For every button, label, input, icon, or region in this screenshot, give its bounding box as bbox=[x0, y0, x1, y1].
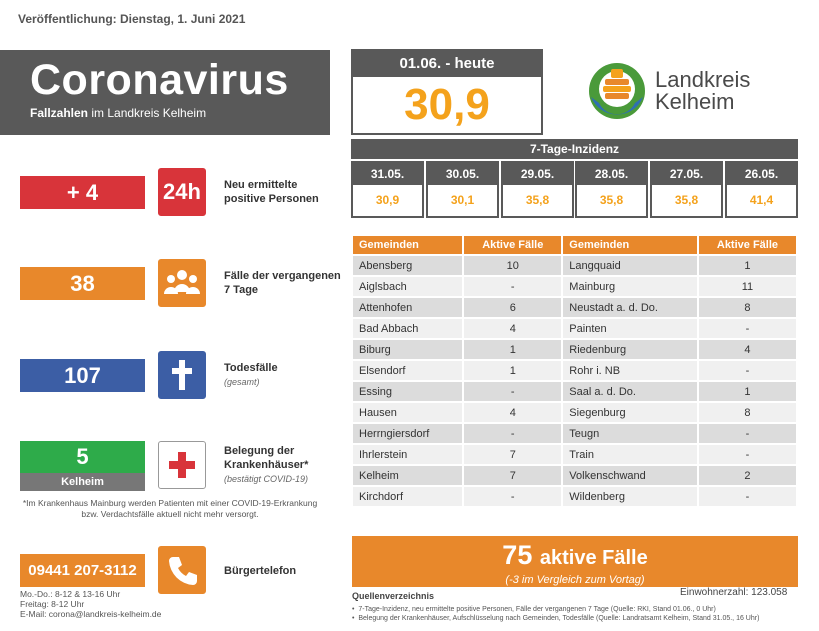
hospital-value: 5 bbox=[20, 441, 145, 473]
table-row bbox=[353, 382, 796, 401]
table-row bbox=[353, 298, 796, 317]
active-count: 1 bbox=[464, 340, 561, 359]
hospital-icon bbox=[158, 441, 206, 489]
publication-date: Veröffentlichung: Dienstag, 1. Juni 2021 bbox=[18, 12, 246, 26]
municipality-name: Riedenburg bbox=[563, 340, 697, 359]
hospital-label: Belegung der Krankenhäuser* (bestätigt COVID-19) bbox=[224, 445, 309, 484]
active-count: - bbox=[464, 277, 561, 296]
active-cases-note: (-3 im Vergleich zum Vortag) bbox=[505, 574, 645, 586]
municipality-name: Kelheim bbox=[353, 466, 462, 485]
table-row bbox=[353, 466, 796, 485]
municipality-name: Train bbox=[563, 445, 697, 464]
municipality-name: Teugn bbox=[563, 424, 697, 443]
active-count: - bbox=[464, 424, 561, 443]
active-count: 8 bbox=[699, 403, 796, 422]
active-count: 4 bbox=[464, 403, 561, 422]
table-row bbox=[353, 424, 796, 443]
active-count: 1 bbox=[699, 256, 796, 275]
hero-banner bbox=[0, 50, 330, 135]
today-label: 01.06. - heute bbox=[353, 51, 541, 77]
hotline-label: Bürgertelefon bbox=[224, 565, 297, 577]
municipality-name: Bad Abbach bbox=[353, 319, 462, 338]
active-cases-number: 75 bbox=[502, 540, 533, 570]
today-incidence bbox=[351, 49, 543, 135]
active-count: - bbox=[699, 487, 796, 506]
active-count: 4 bbox=[464, 319, 561, 338]
sources-list bbox=[352, 605, 812, 623]
header-active: Aktive Fälle bbox=[699, 236, 796, 254]
cross-icon bbox=[158, 351, 206, 399]
table-row bbox=[353, 361, 796, 380]
active-count: - bbox=[464, 487, 561, 506]
municipality-name: Mainburg bbox=[563, 277, 697, 296]
table-row bbox=[353, 256, 796, 275]
table-row bbox=[353, 340, 796, 359]
incidence-grid bbox=[351, 161, 798, 218]
active-count: - bbox=[699, 424, 796, 443]
logo-text: Landkreis Kelheim bbox=[655, 67, 751, 114]
active-count: 10 bbox=[464, 256, 561, 275]
municipality-name: Essing bbox=[353, 382, 462, 401]
municipality-name: Kirchdorf bbox=[353, 487, 462, 506]
municipality-name: Painten bbox=[563, 319, 697, 338]
active-count: 7 bbox=[464, 445, 561, 464]
deaths-value: 107 bbox=[20, 359, 145, 392]
table-row bbox=[353, 319, 796, 338]
active-count: - bbox=[699, 445, 796, 464]
new-cases-value: + 4 bbox=[20, 176, 145, 209]
table-row bbox=[353, 445, 796, 464]
municipality-name: Langquaid bbox=[563, 256, 697, 275]
municipality-name: Hausen bbox=[353, 403, 462, 422]
source-item: • Belegung der Krankenhäuser, Aufschlüsselung nach Gemeinden, Todesfälle (Quelle: Landratsamt Kelheim, Stand 31.05., 16 Uhr) bbox=[352, 615, 760, 622]
seven-day-cases-label: Fälle der vergangenen 7 Tage bbox=[224, 270, 341, 296]
page-subtitle: Fallzahlen im Landkreis Kelheim bbox=[30, 106, 207, 120]
hospital-note: *Im Krankenhaus Mainburg werden Patienten mit einer COVID-19-Erkrankung bzw. Verdachtsfälle aktuell nicht mehr versorgt. bbox=[22, 498, 318, 519]
table-row bbox=[353, 277, 796, 296]
header-gemeinden: Gemeinden bbox=[353, 236, 462, 254]
incidence-day: 31.05. 30,9 bbox=[351, 161, 424, 218]
municipality-name: Elsendorf bbox=[353, 361, 462, 380]
municipality-name: Ihrlerstein bbox=[353, 445, 462, 464]
table-header-row bbox=[353, 236, 796, 254]
incidence-day: 30.05. 30,1 bbox=[426, 161, 499, 218]
table-row bbox=[353, 403, 796, 422]
active-count: 4 bbox=[699, 340, 796, 359]
page-title: Coronavirus bbox=[30, 56, 289, 104]
active-count: 1 bbox=[699, 382, 796, 401]
table-row bbox=[353, 487, 796, 506]
incidence-day: 27.05. 35,8 bbox=[650, 161, 723, 218]
active-count: 8 bbox=[699, 298, 796, 317]
hotline-number[interactable]: 09441 207-3112 bbox=[20, 554, 145, 587]
municipality-name: Siegenburg bbox=[563, 403, 697, 422]
clock-24h-icon: 24h bbox=[158, 168, 206, 216]
municipality-name: Abensberg bbox=[353, 256, 462, 275]
municipality-name: Biburg bbox=[353, 340, 462, 359]
source-item: • 7-Tage-Inzidenz, neu ermittelte positive Personen, Fälle der vergangenen 7 Tage (Quelle: RKI, Stand 01.06., 0 Uhr) bbox=[352, 606, 716, 613]
incidence-day: 28.05. 35,8 bbox=[575, 161, 648, 218]
active-count: - bbox=[464, 382, 561, 401]
active-count: - bbox=[699, 361, 796, 380]
incidence-day: 29.05. 35,8 bbox=[501, 161, 574, 218]
municipality-name: Volkenschwand bbox=[563, 466, 697, 485]
incidence-title: 7-Tage-Inzidenz bbox=[351, 139, 798, 159]
municipality-table bbox=[351, 234, 798, 508]
hospital-sublabel: Kelheim bbox=[20, 473, 145, 491]
municipality-name: Herrngiersdorf bbox=[353, 424, 462, 443]
active-count: 6 bbox=[464, 298, 561, 317]
new-cases-label: Neu ermittelte positive Personen bbox=[224, 179, 319, 205]
sources-title: Quellenverzeichnis bbox=[352, 591, 435, 601]
active-count: - bbox=[699, 319, 796, 338]
municipality-name: Rohr i. NB bbox=[563, 361, 697, 380]
phone-icon bbox=[158, 546, 206, 594]
landkreis-logo bbox=[585, 57, 785, 127]
municipality-name: Neustadt a. d. Do. bbox=[563, 298, 697, 317]
active-cases-banner bbox=[352, 536, 798, 587]
header-active: Aktive Fälle bbox=[464, 236, 561, 254]
people-group-icon bbox=[158, 259, 206, 307]
municipality-name: Wildenberg bbox=[563, 487, 697, 506]
active-cases-label: aktive Fälle bbox=[539, 547, 648, 569]
incidence-day: 26.05. 41,4 bbox=[725, 161, 798, 218]
header-gemeinden: Gemeinden bbox=[563, 236, 697, 254]
seven-day-cases-value: 38 bbox=[20, 267, 145, 300]
active-count: 11 bbox=[699, 277, 796, 296]
population: Einwohnerzahl: 123.058 bbox=[680, 587, 788, 598]
today-value: 30,9 bbox=[404, 80, 490, 129]
active-count: 2 bbox=[699, 466, 796, 485]
landkreis-emblem-icon bbox=[585, 57, 649, 123]
contact-info: Mo.-Do.: 8-12 & 13-16 Uhr Freitag: 8-12 Uhr E-Mail: corona@landkreis-kelheim.de bbox=[20, 589, 162, 619]
municipality-name: Attenhofen bbox=[353, 298, 462, 317]
deaths-label: Todesfälle (gesamt) bbox=[224, 362, 278, 387]
municipality-name: Aiglsbach bbox=[353, 277, 462, 296]
municipality-name: Saal a. d. Do. bbox=[563, 382, 697, 401]
active-count: 7 bbox=[464, 466, 561, 485]
active-count: 1 bbox=[464, 361, 561, 380]
